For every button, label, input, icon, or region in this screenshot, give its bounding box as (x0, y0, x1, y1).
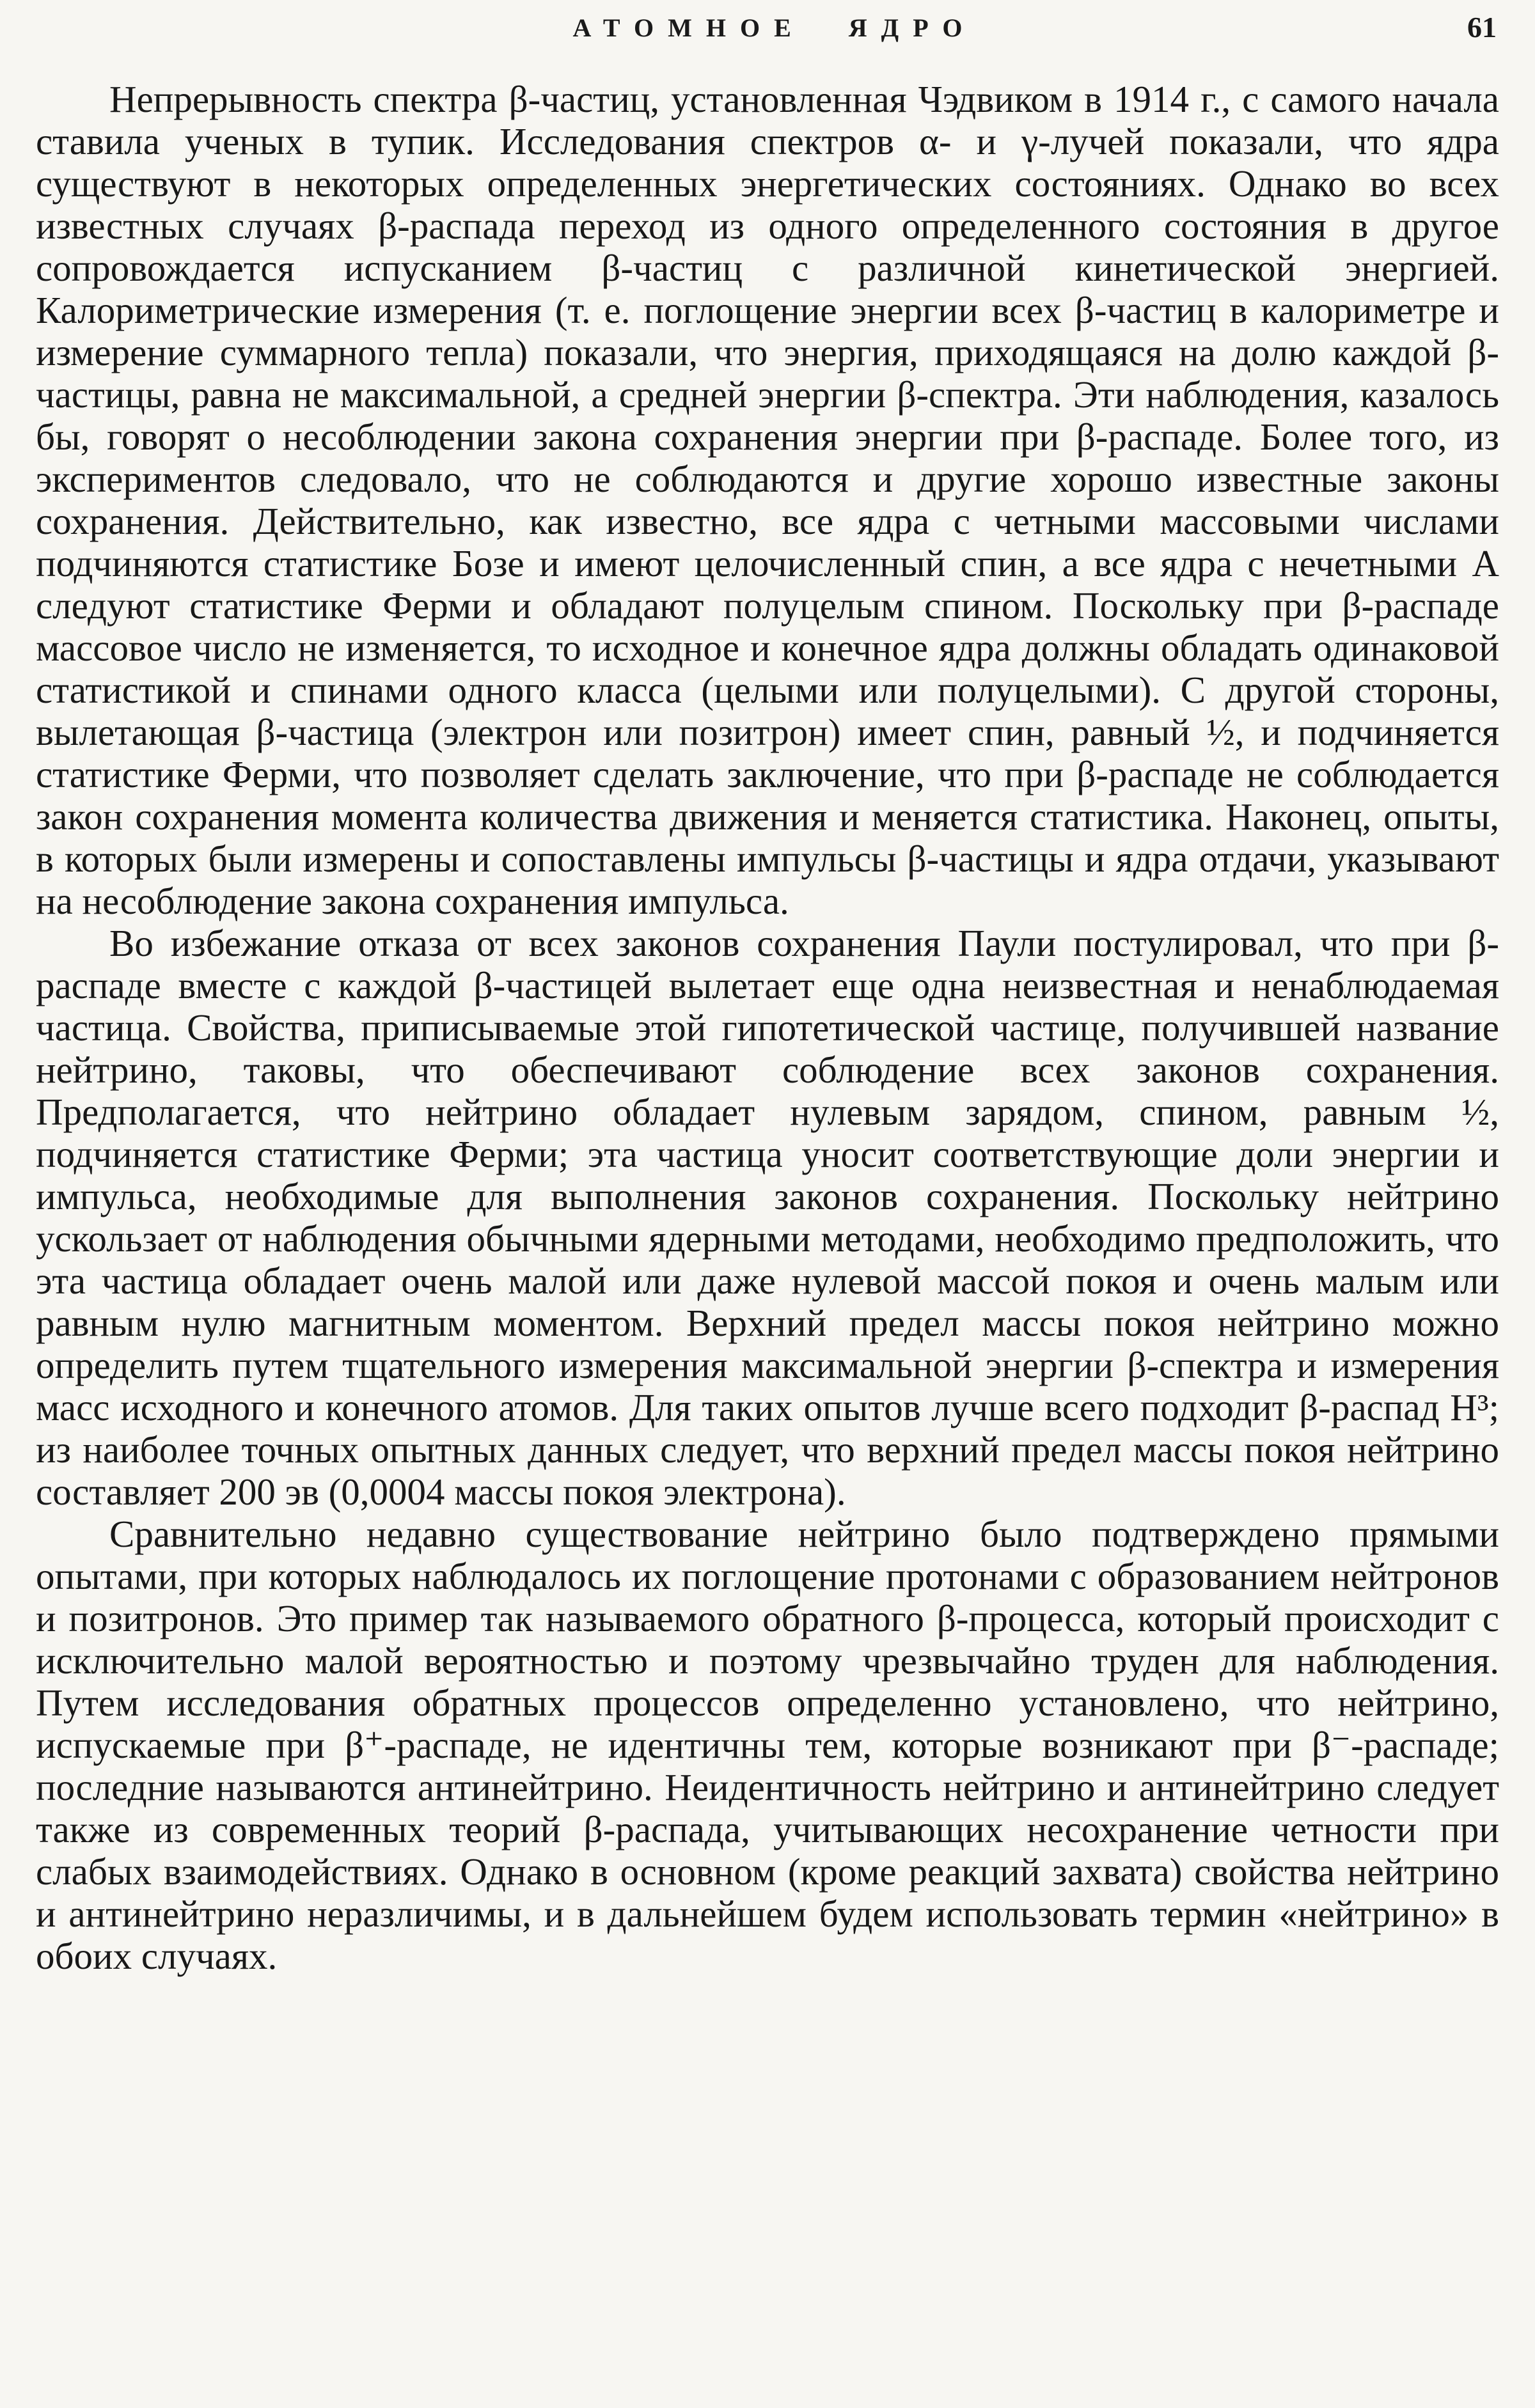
paragraph-pauli-neutrino: Во избежание отказа от всех законов сохранения Паули постулировал, что при β-распаде вместе с каждой β-частицей вылетает еще одна неизвестная и ненаблюдаемая частица. Свойства, приписываемые этой гипотетической частице, получившей название нейтрино, таковы, что обеспечивают соблюдение всех законов сохранения. Предполагается, что нейтрино обладает нулевым зарядом, спином, равным ½, подчиняется статистике Ферми; эта частица уносит соответствующие доли энергии и импульса, необходимые для выполнения законов сохранения. Поскольку нейтрино ускользает от наблюдения обычными ядерными методами, необходимо предположить, что эта частица обладает очень малой или даже нулевой массой покоя и очень малым или равным нулю магнитным моментом. Верхний предел массы покоя нейтрино можно определить путем тщательного измерения максимальной энергии β-спектра и измерения масс исходного и конечного атомов. Для таких опытов лучше всего подходит β-распад H³; из наиболее точных опытных данных следует, что верхний предел массы покоя нейтрино составляет 200 эв (0,0004 массы покоя электрона). (36, 922, 1499, 1513)
page-body (36, 78, 1499, 1977)
page-title: АТОМНОЕ ЯДРО (572, 13, 977, 42)
running-header (36, 10, 1499, 49)
paragraph-neutrino-confirmation: Сравнительно недавно существование нейтрино было подтверждено прямыми опытами, при которых наблюдалось их поглощение протонами с образованием нейтронов и позитронов. Это пример так называемого обратного β-процесса, который происходит с исключительно малой вероятностью и поэтому чрезвычайно труден для наблюдения. Путем исследования обратных процессов определенно установлено, что нейтрино, испускаемые при β⁺-распаде, не идентичны тем, которые возникают при β⁻-распаде; последние называются антинейтрино. Неидентичность нейтрино и антинейтрино следует также из современных теорий β-распада, учитывающих несохранение четности при слабых взаимодействиях. Однако в основном (кроме реакций захвата) свойства нейтрино и антинейтрино неразличимы, и в дальнейшем будем использовать термин «нейтрино» в обоих случаях. (36, 1513, 1499, 1977)
paragraph-beta-spectrum: Непрерывность спектра β-частиц, установленная Чэдвиком в 1914 г., с самого начала ставила ученых в тупик. Исследования спектров α- и γ-лучей показали, что ядра существуют в некоторых определенных энергетических состояниях. Однако во всех известных случаях β-распада переход из одного определенного состояния в другое сопровождается испусканием β-частиц с различной кинетической энергией. Калориметрические измерения (т. е. поглощение энергии всех β-частиц в калориметре и измерение суммарного тепла) показали, что энергия, приходящаяся на долю каждой β-частицы, равна не максимальной, а средней энергии β-спектра. Эти наблюдения, казалось бы, говорят о несоблюдении закона сохранения энергии при β-распаде. Более того, из экспериментов следовало, что не соблюдаются и другие хорошо известные законы сохранения. Действительно, как известно, все ядра с четными массовыми числами подчиняются статистике Бозе и имеют целочисленный спин, а все ядра с нечетными A следуют статистике Ферми и обладают полуцелым спином. Поскольку при β-распаде массовое число не изменяется, то исходное и конечное ядра должны обладать одинаковой статистикой и спинами одного класса (целыми или полуцелыми). С другой стороны, вылетающая β-частица (электрон или позитрон) имеет спин, равный ½, и подчиняется статистике Ферми, что позволяет сделать заключение, что при β-распаде не соблюдается закон сохранения момента количества движения и меняется статистика. Наконец, опыты, в которых были измерены и сопоставлены импульсы β-частицы и ядра отдачи, указывают на несоблюдение закона сохранения импульса. (36, 78, 1499, 922)
page-number: 61 (1467, 11, 1497, 43)
